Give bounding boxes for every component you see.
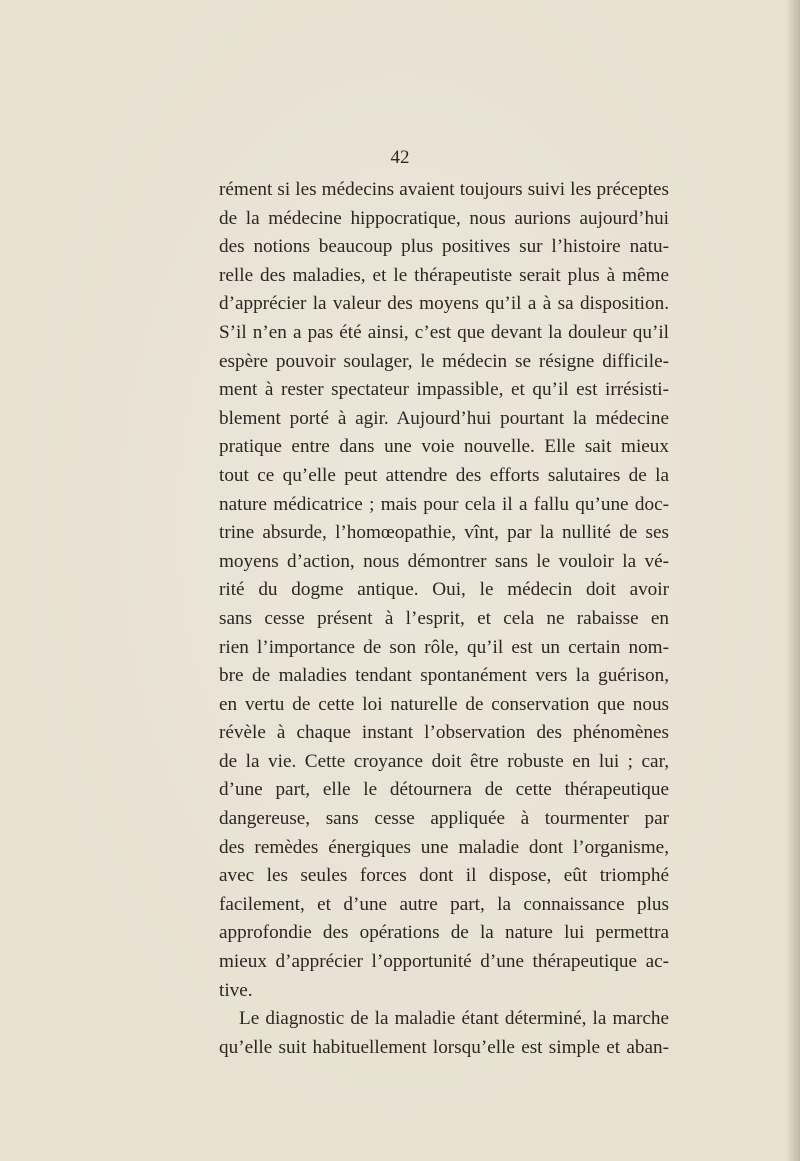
text-line: pratique entre dans une voie nouvelle. Elle sait mieux [219,436,669,458]
text-line: rité du dogme antique. Oui, le médecin doit avoir [219,579,669,601]
text-line: trine absurde, l’homœopathie, vînt, par la nullité de ses [219,522,669,544]
text-line: rément si les médecins avaient toujours suivi les préceptes [219,179,669,200]
text-line: d’apprécier la valeur des moyens qu’il a à sa disposition. [219,293,669,315]
text-line: des notions beaucoup plus positives sur l’histoire natu- [219,236,669,258]
text-line: tout ce qu’elle peut attendre des efforts salutaires de la [219,464,669,486]
text-line: mieux d’apprécier l’opportunité d’une thérapeutique ac- [219,951,669,973]
text-line: en vertu de cette loi naturelle de conservation que nous [219,693,669,715]
text-line: ment à rester spectateur impassible, et qu’il est irrésisti- [219,379,669,401]
text-line: S’il n’en a pas été ainsi, c’est que devant la douleur qu’il [219,321,669,343]
text-line: nature médicatrice ; mais pour cela il a fallu qu’une doc- [219,493,669,515]
text-line: espère pouvoir soulager, le médecin se résigne difficile- [219,350,669,372]
text-line: bre de maladies tendant spontanément vers la guérison, [219,665,669,687]
text-line: d’une part, elle le détournera de cette thérapeutique [219,779,669,801]
paragraph-end-line: tive. [219,979,253,1001]
text-line: sans cesse présent à l’esprit, et cela ne rabaisse en [219,607,669,629]
paragraph-start-line: Le diagnostic de la maladie étant déterminé, la marche [239,1008,669,1030]
text-line: qu’elle suit habituellement lorsqu’elle est simple et aban- [219,1036,669,1058]
body-text [219,176,669,1062]
text-line: relle des maladies, et le thérapeutiste serait plus à même [219,264,669,286]
text-line: de la médecine hippocratique, nous aurions aujourd’hui [219,207,669,229]
text-line: dangereuse, sans cesse appliquée à tourmenter par [219,808,669,830]
page-number: 42 [390,147,410,168]
text-line: approfondie des opérations de la nature lui permettra [219,922,669,944]
text-line: blement porté à agir. Aujourd’hui pourtant la médecine [219,407,669,429]
text-line: révèle à chaque instant l’observation des phénomènes [219,722,669,744]
text-line: avec les seules forces dont il dispose, eût triomphé [219,865,669,887]
page-edge-shadow [786,0,800,1161]
text-line: des remèdes énergiques une maladie dont l’organisme, [219,836,669,858]
text-line: rien l’importance de son rôle, qu’il est un certain nom- [219,636,669,658]
text-line: moyens d’action, nous démontrer sans le vouloir la vé- [219,550,669,572]
text-line: facilement, et d’une autre part, la connaissance plus [219,893,669,915]
text-line: de la vie. Cette croyance doit être robuste en lui ; car, [219,750,669,772]
